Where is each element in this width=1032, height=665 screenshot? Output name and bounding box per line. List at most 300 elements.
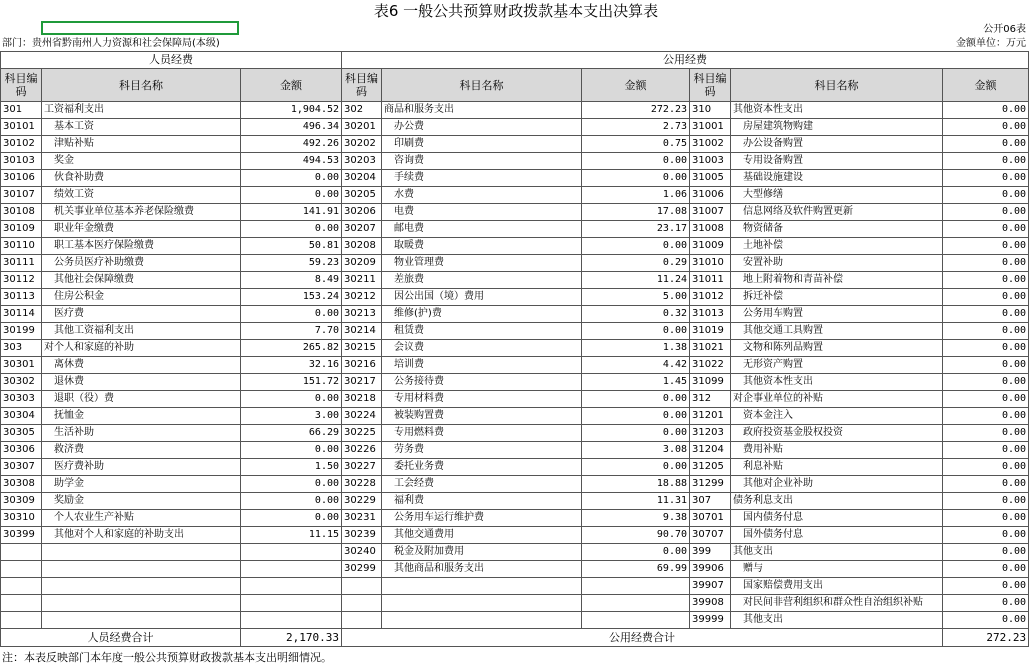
public-total-amount: 272.23 bbox=[943, 629, 1029, 647]
cell-amount[interactable]: 0.00 bbox=[943, 255, 1029, 272]
cell-amount[interactable]: 7.70 bbox=[241, 323, 342, 340]
cell-name[interactable]: 其他商品和服务支出 bbox=[382, 561, 582, 578]
cell-name[interactable]: 救济费 bbox=[42, 442, 241, 459]
cell-amount[interactable]: 0.00 bbox=[241, 391, 342, 408]
cell-code[interactable]: 31013 bbox=[690, 306, 731, 323]
cell-code[interactable]: 31001 bbox=[690, 119, 731, 136]
cell-amount[interactable] bbox=[241, 578, 342, 595]
cell-code[interactable]: 30109 bbox=[1, 221, 42, 238]
cell-code[interactable]: 31008 bbox=[690, 221, 731, 238]
cell-code[interactable]: 31019 bbox=[690, 323, 731, 340]
cell-code[interactable]: 30209 bbox=[342, 255, 382, 272]
cell-amount[interactable]: 50.81 bbox=[241, 238, 342, 255]
cell-code[interactable]: 303 bbox=[1, 340, 42, 357]
cell-code[interactable]: 31011 bbox=[690, 272, 731, 289]
cell-name[interactable]: 物资储备 bbox=[731, 221, 943, 238]
cell-code[interactable]: 30306 bbox=[1, 442, 42, 459]
cell-amount[interactable]: 153.24 bbox=[241, 289, 342, 306]
cell-name[interactable]: 公务员医疗补助缴费 bbox=[42, 255, 241, 272]
cell-name[interactable]: 安置补助 bbox=[731, 255, 943, 272]
cell-code[interactable] bbox=[1, 612, 42, 629]
cell-code[interactable]: 31009 bbox=[690, 238, 731, 255]
cell-name[interactable]: 退职（役）费 bbox=[42, 391, 241, 408]
cell-amount[interactable]: 0.00 bbox=[943, 493, 1029, 510]
table-row bbox=[1, 561, 1029, 578]
cell-name[interactable]: 其他资本性支出 bbox=[731, 374, 943, 391]
cell-name[interactable]: 职工基本医疗保险缴费 bbox=[42, 238, 241, 255]
cell-code[interactable]: 31201 bbox=[690, 408, 731, 425]
cell-code[interactable]: 30299 bbox=[342, 561, 382, 578]
cell-amount[interactable]: 0.00 bbox=[943, 357, 1029, 374]
cell-name[interactable] bbox=[382, 578, 582, 595]
cell-amount[interactable]: 0.32 bbox=[582, 306, 690, 323]
cell-amount[interactable]: 494.53 bbox=[241, 153, 342, 170]
cell-amount[interactable]: 3.08 bbox=[582, 442, 690, 459]
cell-code[interactable]: 30114 bbox=[1, 306, 42, 323]
cell-code[interactable]: 31010 bbox=[690, 255, 731, 272]
cell-amount[interactable]: 151.72 bbox=[241, 374, 342, 391]
cell-code[interactable]: 31021 bbox=[690, 340, 731, 357]
cell-code[interactable]: 30308 bbox=[1, 476, 42, 493]
cell-code[interactable]: 30304 bbox=[1, 408, 42, 425]
cell-amount[interactable]: 0.00 bbox=[582, 425, 690, 442]
cell-amount[interactable]: 0.00 bbox=[943, 510, 1029, 527]
cell-amount[interactable]: 0.00 bbox=[241, 170, 342, 187]
cell-amount[interactable] bbox=[241, 561, 342, 578]
cell-code[interactable]: 312 bbox=[690, 391, 731, 408]
table-row bbox=[1, 323, 1029, 340]
cell-amount[interactable]: 0.00 bbox=[241, 187, 342, 204]
cell-amount[interactable]: 0.00 bbox=[943, 442, 1029, 459]
cell-code[interactable]: 30208 bbox=[342, 238, 382, 255]
cell-amount[interactable]: 32.16 bbox=[241, 357, 342, 374]
cell-name[interactable]: 对个人和家庭的补助 bbox=[42, 340, 241, 357]
cell-name[interactable] bbox=[382, 595, 582, 612]
cell-amount[interactable]: 0.00 bbox=[943, 272, 1029, 289]
cell-amount[interactable]: 0.00 bbox=[943, 391, 1029, 408]
table-row bbox=[1, 306, 1029, 323]
cell-code[interactable]: 31003 bbox=[690, 153, 731, 170]
cell-name[interactable]: 其他对企业补助 bbox=[731, 476, 943, 493]
cell-amount[interactable]: 17.08 bbox=[582, 204, 690, 221]
cell-amount[interactable]: 0.00 bbox=[943, 459, 1029, 476]
cell-amount[interactable]: 0.00 bbox=[943, 527, 1029, 544]
cell-code[interactable] bbox=[342, 595, 382, 612]
header-amount: 金额 bbox=[241, 69, 342, 102]
page-title: 表6 一般公共预算财政拨款基本支出决算表 bbox=[373, 2, 659, 20]
cell-code[interactable] bbox=[1, 561, 42, 578]
cell-name[interactable]: 助学金 bbox=[42, 476, 241, 493]
cell-amount[interactable]: 0.00 bbox=[582, 238, 690, 255]
table-row bbox=[1, 238, 1029, 255]
cell-amount[interactable]: 1.06 bbox=[582, 187, 690, 204]
cell-name[interactable]: 个人农业生产补贴 bbox=[42, 510, 241, 527]
cell-name[interactable]: 其他支出 bbox=[731, 612, 943, 629]
cell-amount[interactable]: 0.00 bbox=[582, 544, 690, 561]
cell-amount[interactable]: 0.00 bbox=[943, 425, 1029, 442]
cell-amount[interactable] bbox=[241, 612, 342, 629]
cell-amount[interactable]: 8.49 bbox=[241, 272, 342, 289]
cell-code[interactable]: 399 bbox=[690, 544, 731, 561]
cell-code[interactable]: 30213 bbox=[342, 306, 382, 323]
cell-amount[interactable]: 0.00 bbox=[943, 306, 1029, 323]
cell-code[interactable]: 30203 bbox=[342, 153, 382, 170]
cell-name[interactable]: 电费 bbox=[382, 204, 582, 221]
cell-name[interactable] bbox=[382, 612, 582, 629]
cell-amount[interactable]: 0.00 bbox=[943, 595, 1029, 612]
cell-name[interactable]: 其他交通工具购置 bbox=[731, 323, 943, 340]
cell-amount[interactable]: 1.45 bbox=[582, 374, 690, 391]
cell-amount[interactable]: 4.42 bbox=[582, 357, 690, 374]
cell-code[interactable]: 30228 bbox=[342, 476, 382, 493]
cell-amount[interactable]: 492.26 bbox=[241, 136, 342, 153]
cell-amount[interactable]: 0.00 bbox=[582, 170, 690, 187]
table-row bbox=[1, 595, 1029, 612]
cell-name[interactable]: 被装购置费 bbox=[382, 408, 582, 425]
cell-code[interactable]: 30302 bbox=[1, 374, 42, 391]
cell-code[interactable]: 30707 bbox=[690, 527, 731, 544]
cell-code[interactable]: 31299 bbox=[690, 476, 731, 493]
cell-code[interactable]: 30202 bbox=[342, 136, 382, 153]
cell-amount[interactable]: 18.88 bbox=[582, 476, 690, 493]
cell-name[interactable]: 租赁费 bbox=[382, 323, 582, 340]
cell-name[interactable]: 专用材料费 bbox=[382, 391, 582, 408]
cell-code[interactable]: 30206 bbox=[342, 204, 382, 221]
cell-code[interactable]: 30207 bbox=[342, 221, 382, 238]
cell-name[interactable]: 职业年金缴费 bbox=[42, 221, 241, 238]
cell-amount[interactable]: 0.00 bbox=[241, 510, 342, 527]
table-row bbox=[1, 204, 1029, 221]
cell-code[interactable]: 31099 bbox=[690, 374, 731, 391]
cell-name[interactable]: 抚恤金 bbox=[42, 408, 241, 425]
cell-name[interactable]: 津贴补贴 bbox=[42, 136, 241, 153]
cell-name[interactable]: 其他对个人和家庭的补助支出 bbox=[42, 527, 241, 544]
cell-amount[interactable]: 0.00 bbox=[943, 119, 1029, 136]
cell-amount[interactable]: 66.29 bbox=[241, 425, 342, 442]
cell-code[interactable] bbox=[342, 612, 382, 629]
cell-name[interactable]: 差旅费 bbox=[382, 272, 582, 289]
cell-name[interactable]: 拆迁补偿 bbox=[731, 289, 943, 306]
cell-name[interactable]: 其他交通费用 bbox=[382, 527, 582, 544]
cell-code[interactable]: 30218 bbox=[342, 391, 382, 408]
cell-code[interactable]: 30199 bbox=[1, 323, 42, 340]
cell-code[interactable]: 30112 bbox=[1, 272, 42, 289]
cell-amount[interactable]: 496.34 bbox=[241, 119, 342, 136]
cell-code[interactable] bbox=[1, 544, 42, 561]
cell-code[interactable]: 30310 bbox=[1, 510, 42, 527]
cell-code[interactable]: 30215 bbox=[342, 340, 382, 357]
cell-amount[interactable]: 1.38 bbox=[582, 340, 690, 357]
cell-code[interactable]: 307 bbox=[690, 493, 731, 510]
cell-code[interactable]: 31012 bbox=[690, 289, 731, 306]
table-row bbox=[1, 289, 1029, 306]
cell-amount[interactable]: 141.91 bbox=[241, 204, 342, 221]
cell-code[interactable]: 30211 bbox=[342, 272, 382, 289]
cell-amount[interactable]: 11.15 bbox=[241, 527, 342, 544]
cell-name[interactable]: 生活补助 bbox=[42, 425, 241, 442]
cell-name[interactable]: 机关事业单位基本养老保险缴费 bbox=[42, 204, 241, 221]
selected-cell[interactable] bbox=[41, 21, 239, 35]
cell-code[interactable]: 31022 bbox=[690, 357, 731, 374]
cell-code[interactable]: 30103 bbox=[1, 153, 42, 170]
cell-code[interactable]: 30111 bbox=[1, 255, 42, 272]
cell-code[interactable]: 30106 bbox=[1, 170, 42, 187]
cell-name[interactable]: 公务接待费 bbox=[382, 374, 582, 391]
cell-code[interactable]: 31002 bbox=[690, 136, 731, 153]
table-row bbox=[1, 374, 1029, 391]
cell-code[interactable]: 39906 bbox=[690, 561, 731, 578]
cell-code[interactable]: 31204 bbox=[690, 442, 731, 459]
cell-name[interactable]: 会议费 bbox=[382, 340, 582, 357]
table-row bbox=[1, 119, 1029, 136]
cell-code[interactable]: 31205 bbox=[690, 459, 731, 476]
cell-name[interactable]: 取暖费 bbox=[382, 238, 582, 255]
cell-name[interactable]: 物业管理费 bbox=[382, 255, 582, 272]
cell-name[interactable]: 办公设备购置 bbox=[731, 136, 943, 153]
cell-name[interactable]: 税金及附加费用 bbox=[382, 544, 582, 561]
cell-name[interactable]: 资本金注入 bbox=[731, 408, 943, 425]
cell-amount[interactable]: 0.00 bbox=[582, 153, 690, 170]
cell-code[interactable]: 30204 bbox=[342, 170, 382, 187]
cell-code[interactable]: 30701 bbox=[690, 510, 731, 527]
cell-amount[interactable]: 0.00 bbox=[241, 442, 342, 459]
cell-name[interactable]: 委托业务费 bbox=[382, 459, 582, 476]
cell-amount[interactable]: 2.73 bbox=[582, 119, 690, 136]
cell-amount[interactable]: 0.00 bbox=[943, 323, 1029, 340]
cell-code[interactable]: 30214 bbox=[342, 323, 382, 340]
cell-amount[interactable]: 0.00 bbox=[943, 476, 1029, 493]
cell-amount[interactable]: 0.00 bbox=[943, 544, 1029, 561]
cell-amount[interactable]: 0.00 bbox=[943, 204, 1029, 221]
cell-amount[interactable]: 1.50 bbox=[241, 459, 342, 476]
cell-code[interactable]: 30101 bbox=[1, 119, 42, 136]
cell-name[interactable]: 工资福利支出 bbox=[42, 102, 241, 119]
cell-code[interactable]: 39907 bbox=[690, 578, 731, 595]
cell-amount[interactable]: 59.23 bbox=[241, 255, 342, 272]
cell-code[interactable]: 30307 bbox=[1, 459, 42, 476]
cell-name[interactable]: 咨询费 bbox=[382, 153, 582, 170]
header-code: 科目编码 bbox=[690, 69, 731, 102]
cell-amount[interactable]: 11.24 bbox=[582, 272, 690, 289]
cell-name[interactable] bbox=[42, 544, 241, 561]
cell-name[interactable]: 利息补贴 bbox=[731, 459, 943, 476]
cell-name[interactable]: 基本工资 bbox=[42, 119, 241, 136]
cell-name[interactable]: 赠与 bbox=[731, 561, 943, 578]
cell-code[interactable]: 30229 bbox=[342, 493, 382, 510]
cell-amount[interactable]: 1,904.52 bbox=[241, 102, 342, 119]
cell-amount[interactable]: 0.00 bbox=[943, 612, 1029, 629]
cell-amount[interactable] bbox=[241, 544, 342, 561]
cell-code[interactable]: 302 bbox=[342, 102, 382, 119]
table-row bbox=[1, 510, 1029, 527]
cell-code[interactable]: 30225 bbox=[342, 425, 382, 442]
cell-name[interactable] bbox=[42, 595, 241, 612]
cell-name[interactable]: 其他资本性支出 bbox=[731, 102, 943, 119]
cell-amount[interactable]: 0.00 bbox=[943, 102, 1029, 119]
cell-amount[interactable]: 0.00 bbox=[943, 221, 1029, 238]
cell-name[interactable]: 绩效工资 bbox=[42, 187, 241, 204]
cell-name[interactable]: 公务用车购置 bbox=[731, 306, 943, 323]
cell-amount[interactable]: 0.00 bbox=[582, 459, 690, 476]
cell-name[interactable]: 国内债务付息 bbox=[731, 510, 943, 527]
cell-name[interactable]: 国外债务付息 bbox=[731, 527, 943, 544]
cell-amount[interactable]: 0.00 bbox=[943, 289, 1029, 306]
cell-code[interactable]: 30108 bbox=[1, 204, 42, 221]
cell-name[interactable]: 其他支出 bbox=[731, 544, 943, 561]
cell-name[interactable]: 维修(护)费 bbox=[382, 306, 582, 323]
cell-code[interactable]: 30217 bbox=[342, 374, 382, 391]
cell-amount[interactable]: 11.31 bbox=[582, 493, 690, 510]
cell-amount[interactable]: 0.00 bbox=[943, 187, 1029, 204]
cell-code[interactable]: 30226 bbox=[342, 442, 382, 459]
cell-amount[interactable]: 0.00 bbox=[943, 408, 1029, 425]
table-row bbox=[1, 459, 1029, 476]
cell-code[interactable]: 30110 bbox=[1, 238, 42, 255]
cell-code[interactable] bbox=[342, 578, 382, 595]
cell-amount[interactable]: 265.82 bbox=[241, 340, 342, 357]
cell-name[interactable] bbox=[42, 578, 241, 595]
cell-code[interactable]: 30239 bbox=[342, 527, 382, 544]
cell-code[interactable]: 30212 bbox=[342, 289, 382, 306]
cell-name[interactable]: 公务用车运行维护费 bbox=[382, 510, 582, 527]
cell-name[interactable]: 办公费 bbox=[382, 119, 582, 136]
cell-name[interactable]: 无形资产购置 bbox=[731, 357, 943, 374]
cell-name[interactable]: 商品和服务支出 bbox=[382, 102, 582, 119]
cell-name[interactable]: 文物和陈列品购置 bbox=[731, 340, 943, 357]
cell-code[interactable]: 30224 bbox=[342, 408, 382, 425]
department-label: 部门：贵州省黔南州人力资源和社会保障局(本级) bbox=[2, 38, 220, 49]
cell-name[interactable]: 医疗费补助 bbox=[42, 459, 241, 476]
cell-name[interactable]: 离休费 bbox=[42, 357, 241, 374]
cell-amount[interactable]: 5.00 bbox=[582, 289, 690, 306]
cell-code[interactable]: 39908 bbox=[690, 595, 731, 612]
cell-name[interactable]: 水费 bbox=[382, 187, 582, 204]
cell-amount[interactable]: 0.00 bbox=[582, 323, 690, 340]
cell-name[interactable]: 因公出国（境）费用 bbox=[382, 289, 582, 306]
cell-name[interactable]: 印刷费 bbox=[382, 136, 582, 153]
cell-code[interactable]: 31006 bbox=[690, 187, 731, 204]
cell-name[interactable]: 奖励金 bbox=[42, 493, 241, 510]
cell-name[interactable]: 对民间非营利组织和群众性自治组织补贴 bbox=[731, 595, 943, 612]
cell-amount[interactable]: 69.99 bbox=[582, 561, 690, 578]
cell-amount[interactable]: 0.00 bbox=[943, 136, 1029, 153]
cell-code[interactable]: 301 bbox=[1, 102, 42, 119]
cell-code[interactable]: 30205 bbox=[342, 187, 382, 204]
cell-amount[interactable]: 0.00 bbox=[943, 340, 1029, 357]
cell-code[interactable]: 31007 bbox=[690, 204, 731, 221]
cell-name[interactable]: 大型修缮 bbox=[731, 187, 943, 204]
cell-amount[interactable]: 0.00 bbox=[241, 221, 342, 238]
cell-code[interactable]: 30201 bbox=[342, 119, 382, 136]
cell-name[interactable]: 劳务费 bbox=[382, 442, 582, 459]
cell-code[interactable]: 30107 bbox=[1, 187, 42, 204]
cell-name[interactable]: 手续费 bbox=[382, 170, 582, 187]
cell-amount[interactable]: 0.00 bbox=[943, 170, 1029, 187]
cell-name[interactable]: 医疗费 bbox=[42, 306, 241, 323]
cell-code[interactable]: 30303 bbox=[1, 391, 42, 408]
section-personnel: 人员经费 bbox=[1, 52, 342, 69]
cell-code[interactable] bbox=[1, 595, 42, 612]
cell-code[interactable]: 30102 bbox=[1, 136, 42, 153]
cell-amount[interactable]: 0.00 bbox=[943, 374, 1029, 391]
cell-amount[interactable] bbox=[241, 595, 342, 612]
cell-amount[interactable]: 0.75 bbox=[582, 136, 690, 153]
form-number: 公开06表 bbox=[983, 24, 1026, 35]
cell-amount[interactable]: 272.23 bbox=[582, 102, 690, 119]
table-row bbox=[1, 425, 1029, 442]
cell-name[interactable]: 房屋建筑物购建 bbox=[731, 119, 943, 136]
cell-name[interactable]: 专用燃料费 bbox=[382, 425, 582, 442]
cell-amount[interactable]: 0.00 bbox=[943, 578, 1029, 595]
cell-amount[interactable]: 0.00 bbox=[582, 408, 690, 425]
cell-code[interactable]: 30305 bbox=[1, 425, 42, 442]
cell-code[interactable]: 30240 bbox=[342, 544, 382, 561]
cell-code[interactable]: 31203 bbox=[690, 425, 731, 442]
cell-name[interactable]: 伙食补助费 bbox=[42, 170, 241, 187]
cell-amount[interactable]: 0.00 bbox=[241, 306, 342, 323]
cell-name[interactable]: 邮电费 bbox=[382, 221, 582, 238]
cell-amount[interactable]: 0.00 bbox=[241, 476, 342, 493]
cell-amount[interactable]: 0.00 bbox=[943, 561, 1029, 578]
cell-amount[interactable]: 3.00 bbox=[241, 408, 342, 425]
cell-name[interactable]: 信息网络及软件购置更新 bbox=[731, 204, 943, 221]
cell-code[interactable]: 30301 bbox=[1, 357, 42, 374]
cell-name[interactable]: 专用设备购置 bbox=[731, 153, 943, 170]
cell-amount[interactable]: 23.17 bbox=[582, 221, 690, 238]
cell-code[interactable] bbox=[1, 578, 42, 595]
cell-code[interactable]: 31005 bbox=[690, 170, 731, 187]
cell-code[interactable]: 30227 bbox=[342, 459, 382, 476]
cell-code[interactable]: 30216 bbox=[342, 357, 382, 374]
cell-name[interactable]: 政府投资基金股权投资 bbox=[731, 425, 943, 442]
cell-name[interactable] bbox=[42, 561, 241, 578]
cell-name[interactable]: 国家赔偿费用支出 bbox=[731, 578, 943, 595]
cell-code[interactable]: 30399 bbox=[1, 527, 42, 544]
cell-amount[interactable]: 9.38 bbox=[582, 510, 690, 527]
cell-amount[interactable]: 0.29 bbox=[582, 255, 690, 272]
cell-amount[interactable]: 0.00 bbox=[241, 493, 342, 510]
header-amount: 金额 bbox=[943, 69, 1029, 102]
cell-amount[interactable]: 0.00 bbox=[943, 153, 1029, 170]
cell-code[interactable]: 30309 bbox=[1, 493, 42, 510]
cell-amount[interactable]: 0.00 bbox=[582, 391, 690, 408]
cell-amount[interactable]: 0.00 bbox=[943, 238, 1029, 255]
cell-name[interactable]: 费用补贴 bbox=[731, 442, 943, 459]
cell-name[interactable]: 基础设施建设 bbox=[731, 170, 943, 187]
cell-name[interactable]: 地上附着物和青苗补偿 bbox=[731, 272, 943, 289]
cell-amount[interactable] bbox=[582, 578, 690, 595]
cell-code[interactable]: 39999 bbox=[690, 612, 731, 629]
cell-name[interactable]: 其他工资福利支出 bbox=[42, 323, 241, 340]
cell-amount[interactable]: 90.70 bbox=[582, 527, 690, 544]
cell-name[interactable]: 奖金 bbox=[42, 153, 241, 170]
cell-code[interactable]: 30231 bbox=[342, 510, 382, 527]
cell-code[interactable]: 310 bbox=[690, 102, 731, 119]
cell-name[interactable]: 退休费 bbox=[42, 374, 241, 391]
cell-name[interactable]: 工会经费 bbox=[382, 476, 582, 493]
cell-name[interactable]: 福利费 bbox=[382, 493, 582, 510]
cell-amount[interactable] bbox=[582, 612, 690, 629]
cell-name[interactable]: 土地补偿 bbox=[731, 238, 943, 255]
cell-amount[interactable] bbox=[582, 595, 690, 612]
cell-name[interactable]: 对企事业单位的补贴 bbox=[731, 391, 943, 408]
cell-code[interactable]: 30113 bbox=[1, 289, 42, 306]
cell-name[interactable]: 培训费 bbox=[382, 357, 582, 374]
cell-name[interactable]: 债务利息支出 bbox=[731, 493, 943, 510]
cell-name[interactable]: 其他社会保障缴费 bbox=[42, 272, 241, 289]
cell-name[interactable]: 住房公积金 bbox=[42, 289, 241, 306]
cell-name[interactable] bbox=[42, 612, 241, 629]
